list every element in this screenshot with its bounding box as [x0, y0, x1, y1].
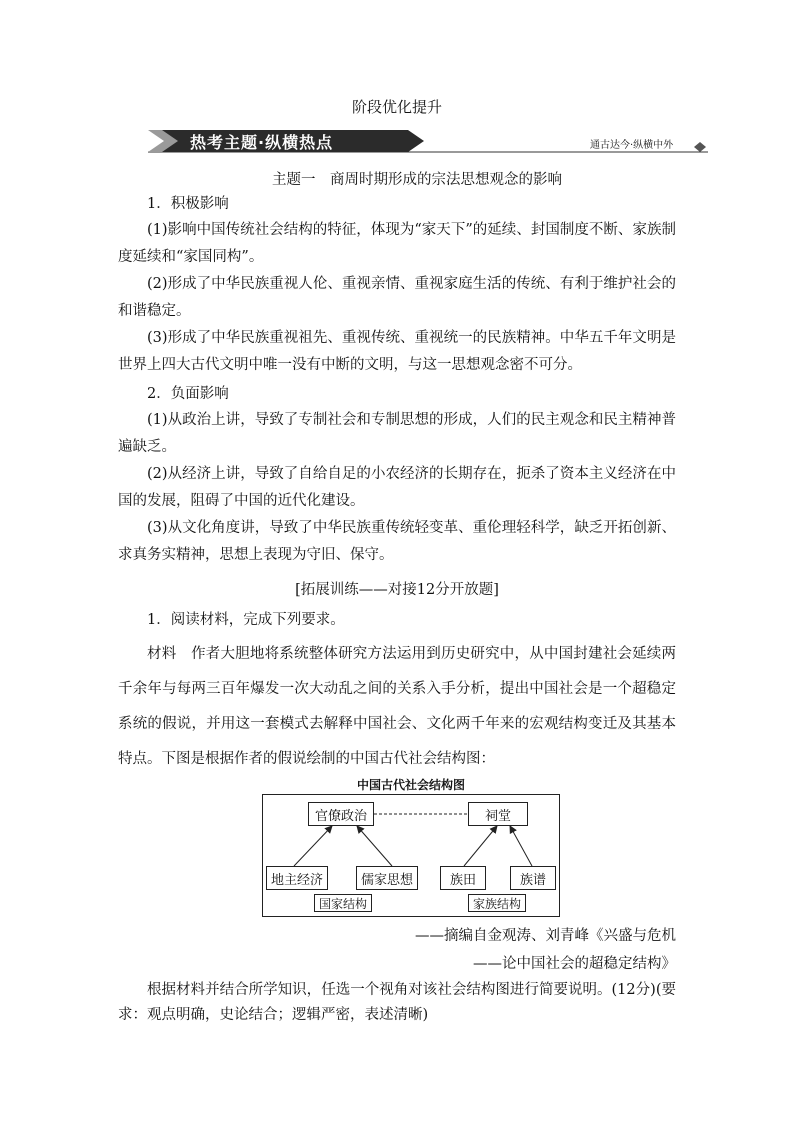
positive-item: (2)形成了中华民族重视人伦、重视亲情、重视家庭生活的传统、有利于维护社会的和谐稳定。	[118, 276, 676, 319]
banner-right-text: 通古达今·纵横中外	[590, 140, 674, 151]
positive-item: (3)形成了中华民族重视祖先、重视传统、重视统一的民族精神。中华五千年文明是世界上四大古代文明中唯一没有中断的文明，与这一思想观念密不可分。	[118, 330, 676, 373]
structure-diagram	[262, 776, 560, 916]
positive-heading: 1．积极影响	[147, 196, 229, 212]
node-dizhu: 地主经济	[266, 866, 328, 890]
source-line-1: ——摘编自金观涛、刘青峰《兴盛与危机	[415, 928, 676, 944]
negative-list	[118, 407, 676, 569]
page-title: 阶段优化提升	[351, 98, 442, 116]
positive-item: (1)影响中国传统社会结构的特征，体现为“家天下”的延续、封国制度不断、家族制度延续和“家国同构”。	[118, 222, 676, 265]
section-title: 主题一 商周时期形成的宗法思想观念的影响	[272, 172, 562, 188]
question-intro: 1．阅读材料，完成下列要求。	[147, 612, 345, 628]
negative-heading: 2．负面影响	[147, 386, 229, 402]
node-zutian: 族田	[440, 866, 486, 890]
node-guanliao: 官僚政治	[308, 802, 374, 826]
negative-item: (3)从文化角度讲，导致了中华民族重传统轻变革、重伦理轻科学，缺乏开拓创新、求真务实精神，思想上表现为守旧、保守。	[118, 520, 676, 563]
node-zupu: 族谱	[510, 866, 556, 890]
material-text: 材料 作者大胆地将系统整体研究方法运用到历史研究中，从中国封建社会延续两千余年与每两三百年爆发一次大动乱之间的关系入手分析，提出中国社会是一个超稳定系统的假说，并用这一套模式去解释中国社会、文化两千年来的宏观结构变迁及其基本特点。下图是根据作者的假说绘制的中国古代社会结构图：	[118, 646, 676, 767]
node-rujia: 儒家思想	[356, 866, 418, 890]
requirement-text: 根据材料并结合所学知识，任选一个视角对该社会结构图进行简要说明。(12分)(要求：观点明确，史论结合；逻辑严密，表述清晰)	[118, 982, 676, 1023]
label-jiazu: 家族结构	[468, 894, 526, 912]
node-citang: 祠堂	[468, 802, 528, 826]
requirement-paragraph	[118, 978, 676, 1028]
diagram-title: 中国古代社会结构图	[356, 778, 465, 792]
training-title: [拓展训练——对接12分开放题]	[295, 582, 499, 598]
material-paragraph	[118, 637, 676, 777]
label-guojia: 国家结构	[314, 894, 372, 912]
negative-item: (2)从经济上讲，导致了自给自足的小农经济的长期存在，扼杀了资本主义经济在中国的发展，阻碍了中国的近代化建设。	[118, 466, 676, 509]
positive-list	[118, 217, 676, 379]
section-banner	[148, 128, 708, 154]
negative-item: (1)从政治上讲，导致了专制社会和专制思想的形成，人们的民主观念和民主精神普遍缺乏。	[118, 412, 676, 455]
banner-left-text: 热考主题·纵横热点	[190, 133, 334, 152]
source-line-2: ——论中国社会的超稳定结构》	[473, 956, 676, 972]
